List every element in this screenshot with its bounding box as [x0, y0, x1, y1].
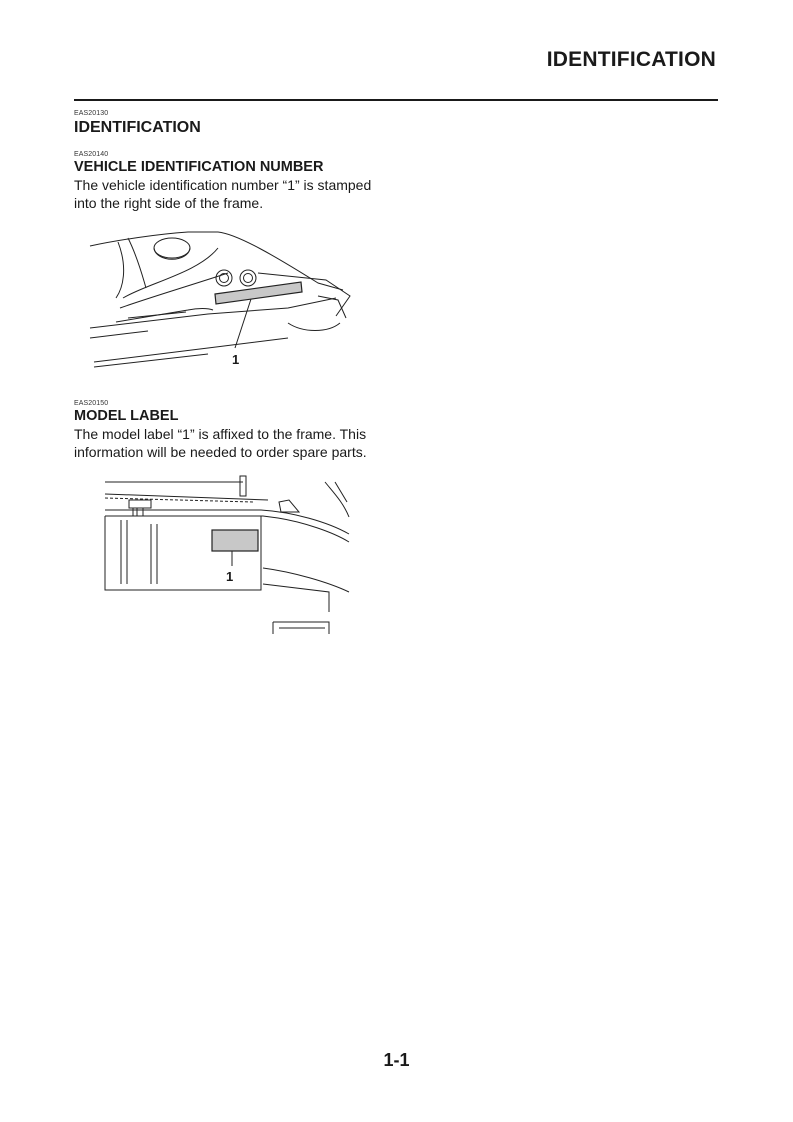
vin-text-line-1: The vehicle identification number “1” is stamped	[74, 177, 372, 193]
vin-heading: VEHICLE IDENTIFICATION NUMBER	[74, 159, 324, 175]
vin-callout-label: 1	[232, 352, 240, 367]
model-label-description	[74, 426, 394, 461]
model-label-figure	[103, 472, 353, 634]
vin-code: EAS20140	[74, 151, 109, 158]
section-title: IDENTIFICATION	[74, 119, 201, 136]
vin-figure	[88, 228, 363, 370]
model-label-heading: MODEL LABEL	[74, 408, 179, 424]
model-label-code: EAS20150	[74, 400, 109, 407]
model-label-callout-label: 1	[226, 569, 234, 584]
vin-description	[74, 177, 394, 212]
page-number: 1-1	[383, 1050, 410, 1070]
page-header-title: IDENTIFICATION	[546, 48, 716, 71]
model-label-text-line-1: The model label “1” is affixed to the frame. This	[74, 426, 367, 442]
header-rule	[74, 99, 718, 101]
section-code: EAS20130	[74, 110, 109, 117]
model-label-text-line-2: information will be needed to order spare parts.	[74, 443, 367, 460]
vin-text-line-2: into the right side of the frame.	[74, 194, 264, 211]
